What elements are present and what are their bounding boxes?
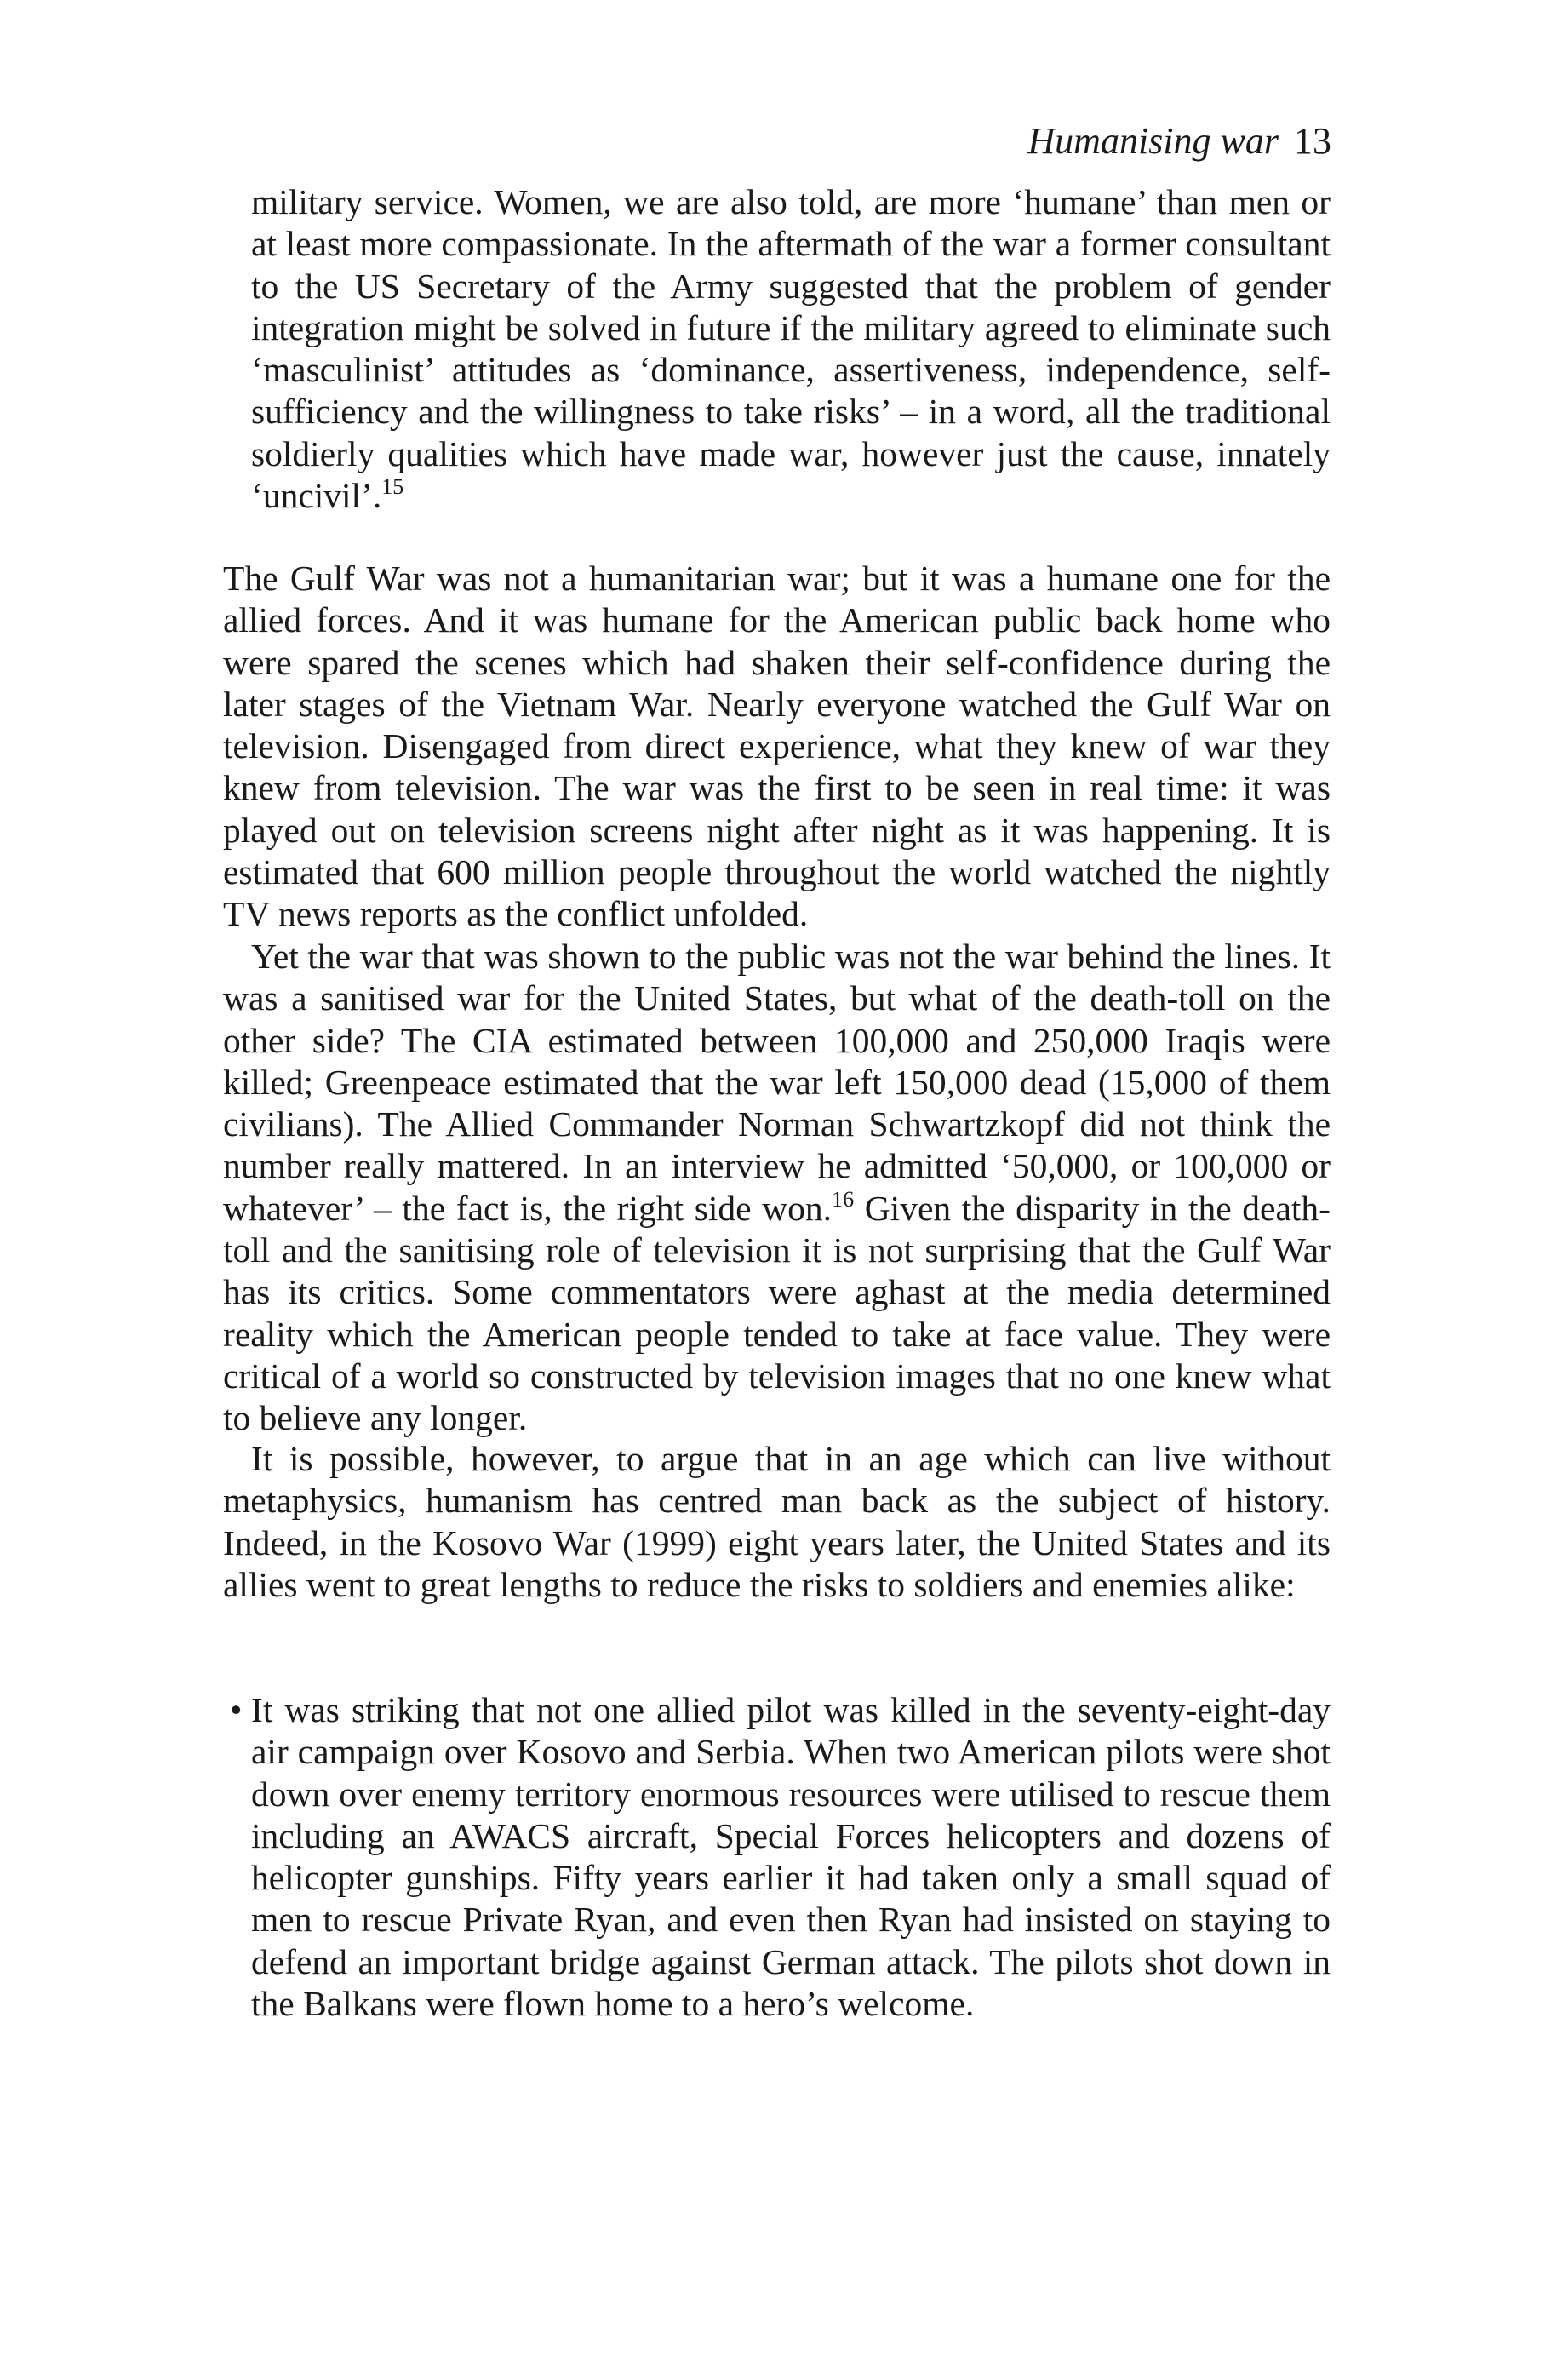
paragraph-text: Given the disparity in the death-toll and the sanitising role of television it is not surprising that the Gulf War has its critics. Some commentators were aghast at the media determined reality which the American people tended to take at face value. They were critical of a world so constructed by television images that no one knew what to believe any longer. (223, 1188, 1331, 1438)
page-number: 13 (1294, 120, 1331, 162)
paragraph-text: Yet the war that was shown to the public was not the war behind the lines. It was a sanitised war for the United States, but what of the death-toll on the other side? The CIA estimated between 100,000 and 250,000 Iraqis were killed; Greenpeace estimated that the war left 150,000 dead (15,000 of them civilians). The Allied Commander Norman Schwartzkopf did not think the number really mattered. In an interview he admitted ‘50,000, or 100,000 or whatever’ – the fact is, the right side won. (223, 937, 1331, 1228)
paragraph-gulf-war-humane: The Gulf War was not a humanitarian war; but it was a humane one for the allied forces. And it was humane for the American public back home who were spared the scenes which had shaken their self-confidence during the later stages of the Vietnam War. Nearly everyone watched the Gulf War on television. Disengaged from direct experience, what they knew of war they knew from television. The war was the first to be seen in real time: it was played out on television screens night after night as it was happening. It is estimated that 600 million people throughout the world watched the nightly TV news reports as the conflict unfolded. (223, 559, 1331, 934)
running-head (1027, 118, 1331, 165)
paragraph-humanism-kosovo: It is possible, however, to argue that in an age which can live without metaphysics, humanism has centred man back as the subject of history. Indeed, in the Kosovo War (1999) eight years later, the United States and its allies went to great lengths to reduce the risks to soldiers and enemies alike: (223, 1439, 1331, 1604)
running-head-title: Humanising war (1027, 120, 1279, 162)
footnote-marker: 15 (381, 474, 404, 500)
paragraph-sanitised-war (223, 936, 1331, 1440)
block-quote (251, 181, 1331, 517)
list-item-text: It was striking that not one allied pilot was killed in the seventy-eight-day air campaign over Kosovo and Serbia. When two American pilots were shot down over enemy territory enormous resources were utilised to rescue them including an AWACS aircraft, Special Forces helicopters and dozens of helicopter gunships. Fifty years earlier it had taken only a small squad of men to rescue Private Ryan, and even then Ryan had insisted on staying to defend an important bridge against German attack. The pilots shot down in the Balkans were flown home to a hero’s welcome. (251, 1690, 1331, 2024)
footnote-marker: 16 (832, 1186, 855, 1212)
bullet-icon: • (230, 1690, 243, 1729)
block-quote-text: military service. Women, we are also told, are more ‘humane’ than men or at least more compassionate. In the aftermath of the war a former consultant to the US Secretary of the Army suggested that the problem of gender integration might be solved in future if the military agreed to eliminate such ‘masculinist’ attitudes as ‘dominance, assertiveness, independence, self-sufficiency and the willingness to take risks’ – in a word, all the traditional soldierly qualities which have made war, however just the cause, innately ‘uncivil’. (251, 182, 1331, 516)
